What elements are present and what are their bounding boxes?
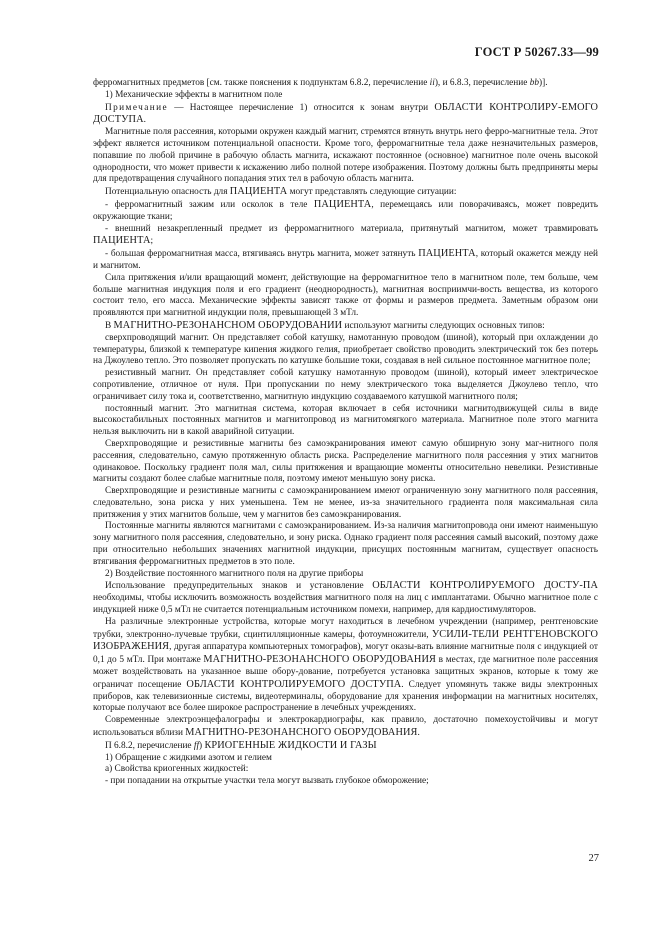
text-run: В <box>105 320 114 331</box>
defined-term: МАГНИТНО-РЕЗОНАНСНОГО ОБОРУДОВАНИЯ <box>203 654 436 666</box>
defined-term: ПАЦИЕНТА <box>418 248 476 260</box>
text-run: могут представлять следующие ситуации: <box>287 187 457 198</box>
defined-term: ОБЛАСТИ КОНТРОЛИРУЕМОГО ДОСТУПА <box>186 678 402 690</box>
paragraph <box>93 715 598 740</box>
text-run: Сверхпроводящие и резистивные магниты с самоэкранированием имеют ограниченную зону магнитного поля рассеяния, следовательно, зона риска у них уменьшена. Тем не менее, из-за значительного градиента поля максимальная сила притяжения у этих магнитов больше, чем у магнитов без самоэкранирования. <box>93 486 598 520</box>
text-run: П 6.8.2, перечисление <box>105 740 194 751</box>
text-run: )]. <box>539 78 548 88</box>
paragraph <box>93 368 598 403</box>
paragraph <box>93 521 598 568</box>
paragraph <box>93 127 598 186</box>
text-run: - большая ферромагнитная масса, втягиваясь внутрь магнита, может затянуть <box>105 249 419 260</box>
text-run: Постоянные магниты являются магнитами с самоэкранированием. Из-за наличия магнитопровода они имеют наименьшую зону магнитного поля рассеяния, следовательно, и зону риска. Однако градиент поля рассеяния самый высокий, поэтому даже при относительно небольших значениях магнитной индукции, присущих постоянным магнитам, существует опасность втягивания ферромагнитных предметов в это поле. <box>93 521 598 567</box>
text-run: 1) Механические эффекты в магнитном поле <box>105 89 283 100</box>
paragraph <box>93 764 598 776</box>
text-run: ) <box>199 740 205 751</box>
defined-term: ОБЛАСТИ КОНТРОЛИРУ-ЕМОГО ДОСТУПА <box>93 101 598 126</box>
text-run: в местах, где магнитное поле рассеяния может воздействовать на указанное выше обору-дование, потребуется установка защитных экранов, которые к тому же ограничат посещение <box>93 655 598 690</box>
text-run: ферромагнитных предметов [см. также пояснения к подпунктам 6.8.2, перечисление <box>93 78 430 88</box>
defined-term: УСИЛИ-ТЕЛИ РЕНТГЕНОВСКОГО ИЗОБРАЖЕНИЯ <box>93 628 598 653</box>
text-run: Магнитные поля рассеяния, которыми окружен каждый магнит, стремятся втянуть внутрь него ферро-магнитные тела. Этот эффект является источником потенциальной опасности. Кроме того, ферромагнитные тела даже незначительных размеров, попавшие по любой причине в рабочую область магнита, искажают постоянное (основное) магнитное поле очень высокой однородности, что может привести к искажению либо полной потере изображения. Поэтому должны быть предприняты меры для предотвращения случайного попадания этих тел в рабочую область магнита. <box>93 127 598 185</box>
paragraph <box>93 273 598 320</box>
text-run: - при попадании на открытые участки тела могут вызвать глубокое обморожение; <box>105 776 429 787</box>
text-run: Потенциальную опасность для <box>105 187 230 198</box>
paragraph <box>93 776 598 788</box>
paragraph <box>93 90 598 102</box>
defined-term: ПАЦИЕНТА <box>313 198 372 210</box>
text-run: Использование предупредительных знаков и установление <box>105 581 373 592</box>
defined-term: ПАЦИЕНТА <box>93 235 151 247</box>
paragraph <box>93 569 598 581</box>
paragraph <box>93 224 598 249</box>
paragraph <box>93 617 598 715</box>
document-body <box>93 78 598 788</box>
text-run: - ферромагнитный зажим или осколок в теле <box>105 199 314 210</box>
page-number: 27 <box>588 853 599 864</box>
text-run: используют магниты следующих основных типов: <box>342 320 545 331</box>
text-run: Сверхпроводящие и резистивные магниты без самоэкранирования имеют самую обширную зону маг-нитного поля рассеяния, следовательно, самую протяженную область риска. Распределение магнитного поля рассеяния у этих магнитов одинаковое. Поскольку градиент поля мал, силы притяжения и вращающие моменты относительно невелики. Резистивные магниты создают более слабые магнитные поля, поэтому имеют меньшую зону риска. <box>93 438 598 485</box>
text-run: ; <box>150 236 154 247</box>
standard-header: ГОСТ Р 50267.33—99 <box>474 45 599 59</box>
paragraph <box>93 580 598 616</box>
text-run: , другая аппаратура компьютерных томографов), могут оказы-вать влияние магнитные поля с индукцией от 0,1 до 5 мТл. При монтаже <box>93 642 598 666</box>
paragraph <box>93 486 598 521</box>
text-run: 2) Воздействие постоянного магнитного поля на другие приборы <box>105 568 364 579</box>
paragraph <box>93 78 598 90</box>
text-run: bb <box>529 78 540 88</box>
paragraph <box>93 439 598 486</box>
text-run: необходимы, чтобы исключить возможность воздействия магнитного поля на лиц с имплантатами. Обычно магнитное поле с индукцией ниже 0,5 мТл не считается потенциальным источником помехи, например, для кардиостимуляторов. <box>93 593 598 616</box>
text-run: , который окажется между ней и магнитом. <box>93 249 598 271</box>
defined-term: КРИОГЕННЫЕ ЖИДКОСТИ И ГАЗЫ <box>204 739 377 751</box>
paragraph <box>93 320 598 333</box>
text-run: ii <box>429 78 435 88</box>
paragraph <box>93 333 598 368</box>
text-run: 1) Обращение с жидкими азотом и гелием <box>105 752 272 763</box>
text-run: . <box>417 728 420 739</box>
paragraph <box>93 740 598 753</box>
paragraph <box>93 248 598 273</box>
paragraph <box>93 199 598 224</box>
text-run: . <box>143 115 146 126</box>
text-run: ), и 6.8.3, перечисление <box>434 78 530 88</box>
text-run: ff <box>193 740 200 751</box>
text-run: . Следует упомянуть также виды электронных приборов, как телевизионные системы, видеотерминалы, оборудование для хранения информации на магнитных носителях, которые получают все более широкое распространение в лечебных учреждениях. <box>93 679 598 714</box>
text-run: а) Свойства криогенных жидкостей: <box>105 764 249 775</box>
text-run: На различные электронные устройства, которые могут находиться в лечебном учреждении (например, рентгеновские трубки, электронно-лучевые трубки, сцинтилляционные камеры, фотоумножители, <box>93 616 598 640</box>
text-run: , перемещаясь или поворачиваясь, может повредить окружающие ткани; <box>93 199 598 222</box>
paragraph <box>93 404 598 439</box>
text-run: постоянный магнит. Это магнитная система, которая включает в себя источники магнитодвижущей силы в виде высокостабильных постоянных магнитов и магнитопровод из магнитомягкого материала. Магнитное поле этого магнита нельзя выключить ни в какой аварийной ситуации. <box>93 403 598 438</box>
defined-term: ОБЛАСТИ КОНТРОЛИРУЕМОГО ДОСТУ-ПА <box>372 580 598 592</box>
text-run: резистивный магнит. Он представляет собой катушку намотанную проводом (шиной), который имеет электрическое сопротивление, отличное от нуля. При пропускании по нему электрического тока выделяется Джоулево тепло, что ограничивает силу тока и, соответственно, магнитную индукцию создаваемого катушкой магнитного поля; <box>93 368 598 402</box>
paragraph <box>93 186 598 199</box>
defined-term: МАГНИТНО-РЕЗОНАНСНОМ ОБОРУДОВАНИИ <box>113 319 343 331</box>
text-run: — Настоящее перечисление 1) относится к зонам внутри <box>168 102 435 113</box>
paragraph <box>93 753 598 765</box>
paragraph <box>93 102 598 128</box>
note-label: Примечание <box>105 102 168 113</box>
text-run: сверхпроводящий магнит. Он представляет собой катушку, намотанную проводом (шиной), который при охлаждении до температуры, близкой к температуре кипения жидкого гелия, приобретает свойство проводить электрический ток без потерь на Джоулево тепло. Это позволяет пропускать по катушке большие токи, создавая в ней сильное постоянное магнитное поле; <box>93 332 598 367</box>
defined-term: МАГНИТНО-РЕЗОНАНСНОГО ОБОРУДОВАНИЯ <box>185 727 418 739</box>
text-run: Сила притяжения и/или вращающий момент, действующие на ферромагнитное тело в магнитном поле, тем больше, чем больше магнитная индукция поля и его градиент (неоднородность), магнитная восприимчи-вость вещества, из которого состоит тело, его масса. Механические эффекты зависят также от формы и размеров предмета. Заметным образом они проявляются при магнитной индукции поля, превышающей 3 мТл. <box>93 272 598 319</box>
text-run: Современные электроэнцефалографы и электрокардиографы, как правило, достаточно помехоустойчивы и могут использоваться вблизи <box>93 715 598 739</box>
defined-term: ПАЦИЕНТА <box>229 186 288 198</box>
text-run: - внешний незакрепленный предмет из ферромагнитного материала, притянутый магнитом, может травмировать <box>105 223 598 234</box>
